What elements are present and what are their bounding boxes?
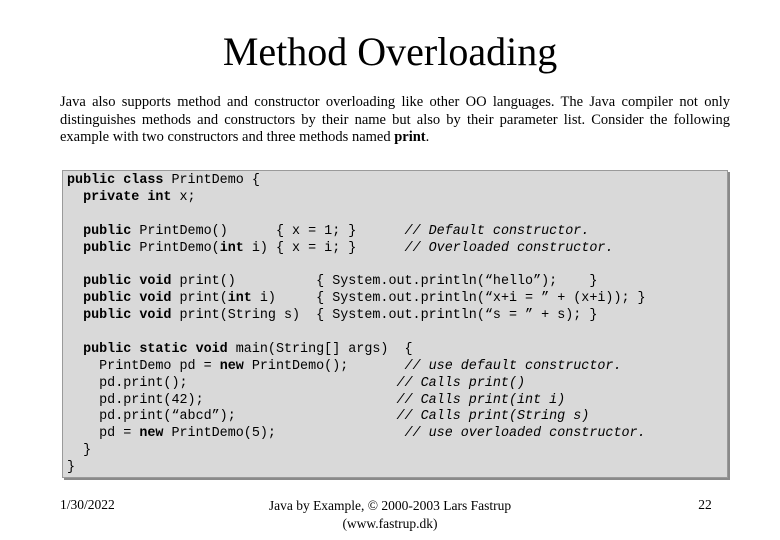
code-text <box>67 308 83 323</box>
code-text <box>67 224 83 239</box>
footer-credit <box>240 497 540 533</box>
code-text: i) { x = i; } <box>243 240 405 256</box>
page-number: 22 <box>698 497 712 512</box>
intro-end: . <box>425 129 430 145</box>
code-line <box>67 342 646 359</box>
code-keyword: public static void <box>83 341 228 357</box>
code-line <box>67 173 646 190</box>
footer-credit-line2: (www.fastrup.dk) <box>342 516 438 531</box>
code-line <box>67 443 646 460</box>
code-keyword: private int <box>83 189 172 205</box>
code-line <box>67 274 646 291</box>
code-keyword: new <box>139 426 164 442</box>
code-keyword: new <box>219 358 244 374</box>
code-text: PrintDemo( <box>131 240 220 256</box>
code-text: print(String s) { System.out.println(“s = ” + s); } <box>171 308 598 324</box>
code-line <box>67 325 646 342</box>
code-text: main(String[] args) { <box>227 341 413 357</box>
code-keyword: public void <box>83 274 172 290</box>
intro-bold-word: print <box>394 129 426 145</box>
code-line <box>67 409 646 426</box>
code-text: PrintDemo pd = <box>67 358 220 374</box>
code-comment: // Calls print() <box>396 375 526 391</box>
code-comment: // Calls print(int i) <box>396 392 566 408</box>
code-line <box>67 359 646 376</box>
intro-text: Java also supports method and constructor overloading like other OO languages. The Java compiler not only distinguishes methods and constructors by their name but also by their parameter list. Consider the following example with two constructors and three methods named <box>60 94 730 145</box>
footer-date: 1/30/2022 <box>60 497 115 512</box>
code-text: } <box>67 460 76 476</box>
code-line <box>67 393 646 410</box>
code-text: PrintDemo { <box>163 173 260 188</box>
code-line <box>67 291 646 308</box>
code-keyword: public void <box>83 308 172 324</box>
code-keyword: public void <box>83 291 172 307</box>
code-comment: // use overloaded constructor. <box>404 426 646 442</box>
code-text: PrintDemo(5); <box>163 426 405 442</box>
code-text <box>67 190 83 205</box>
code-line <box>67 207 646 224</box>
code-comment: // Overloaded constructor. <box>404 240 614 256</box>
intro-paragraph <box>60 94 730 147</box>
code-keyword: public <box>83 240 132 256</box>
code-text: PrintDemo(); <box>243 358 405 374</box>
code-text <box>67 342 83 357</box>
code-text: pd.print(“abcd”); <box>67 409 397 425</box>
code-comment: // use default constructor. <box>404 358 622 374</box>
code-line <box>67 376 646 393</box>
code-keyword: public <box>83 223 132 239</box>
code-text: pd.print(); <box>67 375 397 391</box>
code-text: print() { System.out.println(“hello”); } <box>171 274 598 290</box>
code-block <box>67 173 646 477</box>
footer-credit-line1: Java by Example, © 2000-2003 Lars Fastrup <box>268 498 512 513</box>
slide-title: Method Overloading <box>222 29 558 74</box>
code-text <box>67 274 83 289</box>
code-text: pd.print(42); <box>67 392 397 408</box>
code-keyword: int <box>219 240 244 256</box>
code-text <box>67 291 83 306</box>
code-line <box>67 190 646 207</box>
code-example-box <box>62 170 728 478</box>
code-text: pd = <box>67 426 140 442</box>
code-text: PrintDemo() { x = 1; } <box>131 223 405 239</box>
code-text: x; <box>171 189 196 205</box>
code-text: } <box>67 443 92 459</box>
code-text: i) { System.out.println(“x+i = ” + (x+i)); } <box>251 291 646 307</box>
code-keyword: public class <box>67 173 164 188</box>
code-keyword: int <box>227 291 252 307</box>
code-line <box>67 426 646 443</box>
code-text: print( <box>171 291 228 307</box>
code-text <box>67 241 83 256</box>
code-line <box>67 460 646 477</box>
code-line <box>67 241 646 258</box>
code-line <box>67 224 646 241</box>
code-comment: // Calls print(String s) <box>396 409 590 425</box>
code-line <box>67 257 646 274</box>
code-comment: // Default constructor. <box>404 223 590 239</box>
code-line <box>67 308 646 325</box>
